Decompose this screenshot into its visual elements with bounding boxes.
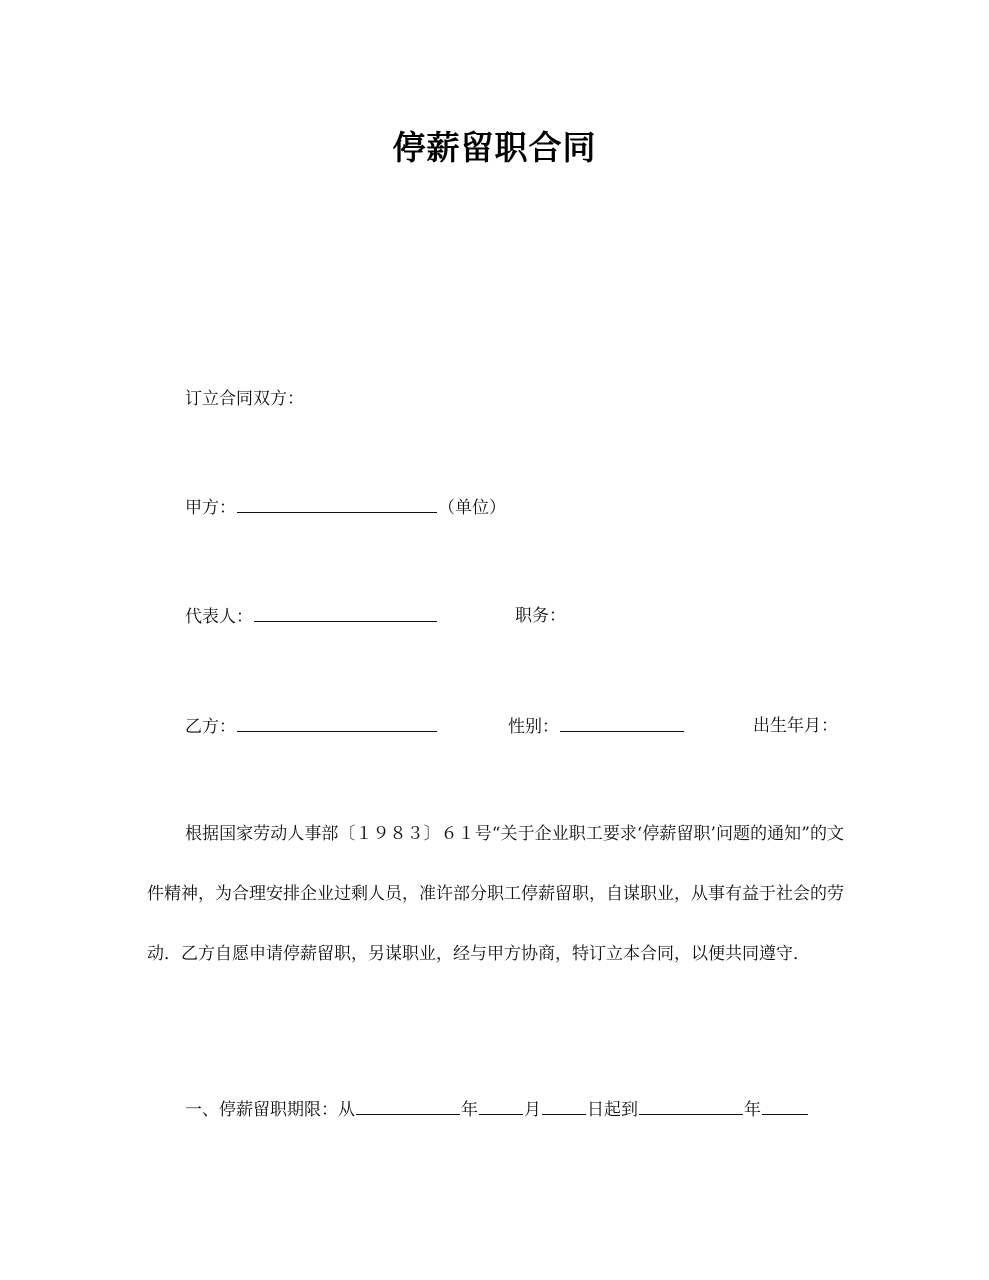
- start-day-blank[interactable]: [542, 1098, 586, 1115]
- party-b-label: 乙方：: [185, 717, 236, 737]
- clause-1-label: 一、停薪留职期限：从: [185, 1100, 355, 1120]
- start-month-blank[interactable]: [479, 1098, 523, 1115]
- gender-line: [508, 715, 685, 738]
- birth-label: 出生年月：: [753, 716, 838, 736]
- representative-label: 代表人：: [185, 607, 253, 627]
- end-year-unit: 年: [744, 1100, 761, 1120]
- gender-blank[interactable]: [560, 715, 684, 732]
- gender-label: 性别：: [508, 717, 559, 737]
- party-a-suffix: （单位）: [438, 498, 506, 518]
- party-b-line: [185, 715, 438, 738]
- party-a-blank[interactable]: [237, 496, 437, 513]
- party-b-blank[interactable]: [237, 715, 437, 732]
- party-a-line: [185, 496, 506, 519]
- start-day-unit: 日起到: [587, 1100, 638, 1120]
- end-month-blank[interactable]: [762, 1098, 808, 1115]
- start-year-blank[interactable]: [356, 1098, 460, 1115]
- document-title: 停薪留职合同: [392, 128, 597, 167]
- position-label: 职务：: [515, 606, 566, 626]
- representative-blank[interactable]: [254, 605, 437, 622]
- representative-line: [185, 605, 438, 628]
- party-a-label: 甲方：: [185, 498, 236, 518]
- end-year-blank[interactable]: [639, 1098, 743, 1115]
- parties-heading: 订立合同双方：: [185, 389, 304, 409]
- start-year-unit: 年: [461, 1100, 478, 1120]
- preamble-paragraph: 根据国家劳动人事部〔１９８３〕６１号“关于企业职工要求‘停薪留职’问题的通知”的文件精神，为合理安排企业过剩人员，准许部分职工停薪留职，自谋职业，从事有益于社会的劳动．乙方自愿申请停薪留职，另谋职业，经与甲方协商，特订立本合同，以便共同遵守．: [147, 824, 844, 964]
- start-month-unit: 月: [524, 1100, 541, 1120]
- clause-1-line: [185, 1098, 809, 1121]
